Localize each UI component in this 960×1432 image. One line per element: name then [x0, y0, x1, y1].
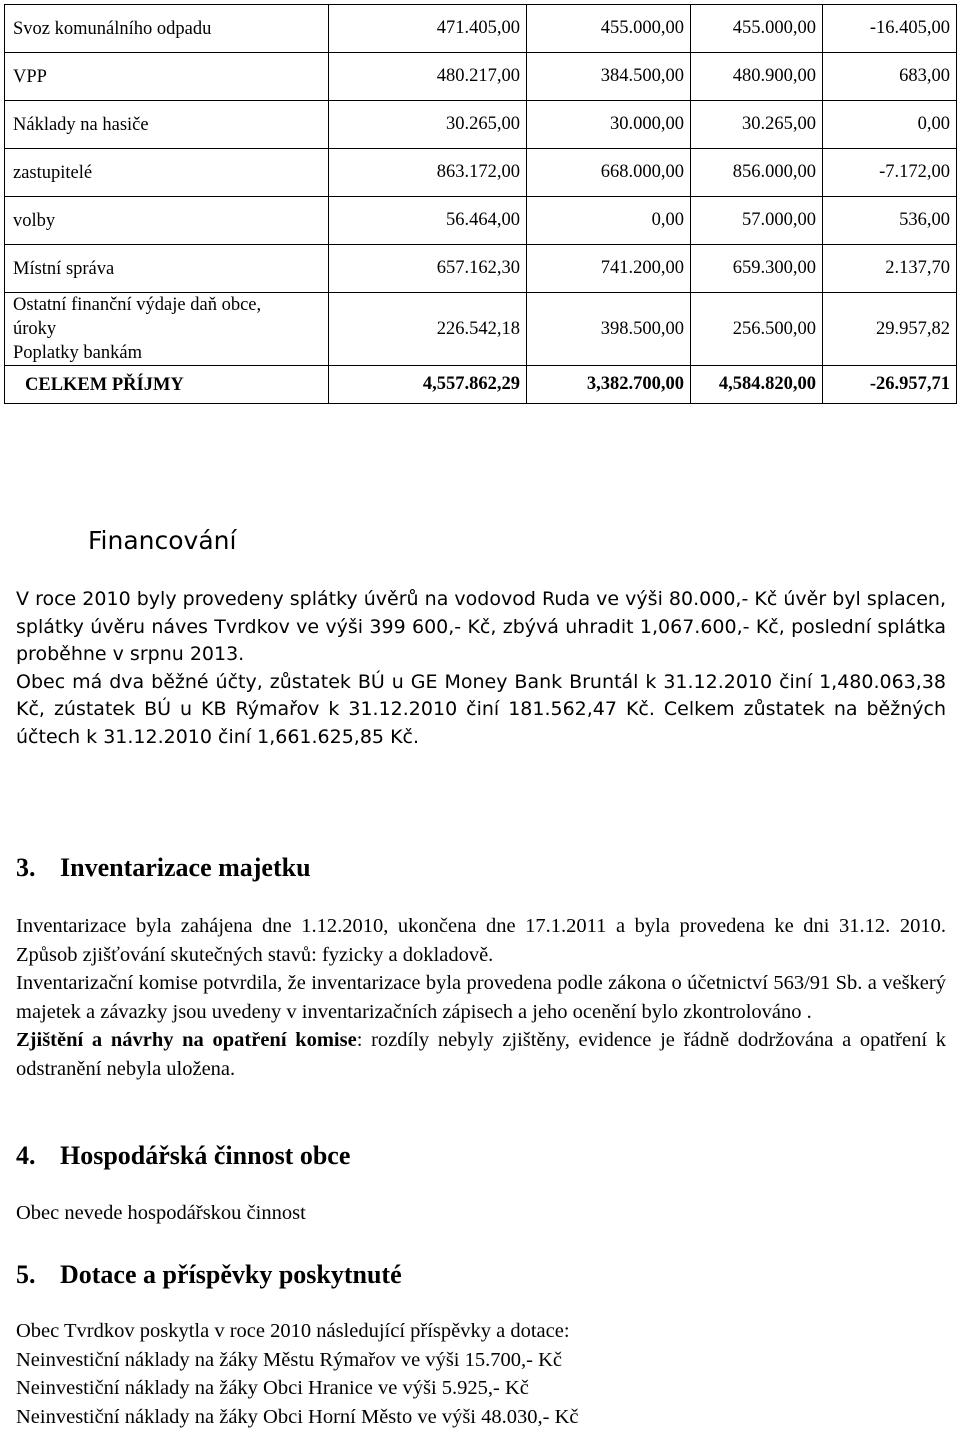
total-label: CELKEM PŘÍJMY — [5, 366, 329, 404]
financing-heading: Financování — [88, 526, 237, 555]
section-title: Hospodářská činnost obce — [60, 1141, 351, 1170]
cell-value: 0,00 — [823, 101, 957, 149]
paragraph: Inventarizace byla zahájena dne 1.12.2010, ukončena dne 17.1.2011 a byla provedena ke dni 31.12. 2010. Způsob zjišťování skutečných stavů: fyzicky a dokladově. — [16, 915, 946, 966]
cell-value: 683,00 — [823, 53, 957, 101]
cell-value: 398.500,00 — [527, 293, 691, 366]
table-row — [5, 5, 957, 53]
section-heading-economic — [16, 1139, 350, 1173]
total-value: 4,584.820,00 — [691, 366, 823, 404]
row-label: volby — [5, 197, 329, 245]
financing-paragraph: V roce 2010 byly provedeny splátky úvěrů na vodovod Ruda ve výši 80.000,- Kč úvěr byl splacen, splátky úvěru náves Tvrdkov ve výši 399 600,- Kč, zbývá uhradit 1,067.600,- Kč, poslední splátka proběhne v srpnu 2013. — [16, 588, 946, 665]
table-row — [5, 245, 957, 293]
cell-value: 480.900,00 — [691, 53, 823, 101]
table-row — [5, 293, 957, 366]
cell-value: 455.000,00 — [691, 5, 823, 53]
cell-value: 471.405,00 — [329, 5, 527, 53]
row-label: Svoz komunálního odpadu — [5, 5, 329, 53]
findings-label: Zjištění a návrhy na opatření komise — [16, 1029, 357, 1051]
cell-value: 480.217,00 — [329, 53, 527, 101]
row-label: Místní správa — [5, 245, 329, 293]
cell-value: 659.300,00 — [691, 245, 823, 293]
table-row — [5, 149, 957, 197]
section-title: Dotace a příspěvky poskytnuté — [60, 1260, 402, 1289]
section-number: 3. — [16, 853, 36, 882]
row-label: Náklady na hasiče — [5, 101, 329, 149]
total-value: 3,382.700,00 — [527, 366, 691, 404]
cell-value: 0,00 — [527, 197, 691, 245]
cell-value: 863.172,00 — [329, 149, 527, 197]
cell-value: 57.000,00 — [691, 197, 823, 245]
list-item: Neinvestiční náklady na žáky Obci Hranice ve výši 5.925,- Kč — [16, 1377, 529, 1399]
row-label: VPP — [5, 53, 329, 101]
cell-value: 29.957,82 — [823, 293, 957, 366]
table-row — [5, 197, 957, 245]
list-item: Neinvestiční náklady na žáky Obci Horní Město ve výši 48.030,- Kč — [16, 1405, 579, 1428]
financing-text — [16, 586, 946, 751]
table-row — [5, 53, 957, 101]
inventory-text — [16, 912, 946, 1083]
cell-value: 30.000,00 — [527, 101, 691, 149]
section-heading-inventory — [16, 851, 311, 885]
cell-value: -7.172,00 — [823, 149, 957, 197]
cell-value: 256.500,00 — [691, 293, 823, 366]
paragraph: Obec nevede hospodářskou činnost — [16, 1202, 306, 1224]
cell-value: 56.464,00 — [329, 197, 527, 245]
cell-value: 384.500,00 — [527, 53, 691, 101]
table-row — [5, 101, 957, 149]
cell-value: 657.162,30 — [329, 245, 527, 293]
section-title: Inventarizace majetku — [60, 853, 311, 882]
cell-value: 856.000,00 — [691, 149, 823, 197]
total-value: 4,557.862,29 — [329, 366, 527, 404]
paragraph: Obec Tvrdkov poskytla v roce 2010 následující příspěvky a dotace: — [16, 1320, 570, 1342]
cell-value: 455.000,00 — [527, 5, 691, 53]
table-total-row — [5, 366, 957, 404]
section-number: 5. — [16, 1260, 36, 1289]
section-number: 4. — [16, 1141, 36, 1170]
subsidies-list — [16, 1317, 946, 1431]
cell-value: 226.542,18 — [329, 293, 527, 366]
budget-table — [4, 4, 957, 404]
row-label-line: úroky — [13, 319, 57, 339]
cell-value: 741.200,00 — [527, 245, 691, 293]
cell-value: 30.265,00 — [691, 101, 823, 149]
row-label: zastupitelé — [5, 149, 329, 197]
total-value: -26.957,71 — [823, 366, 957, 404]
row-label — [5, 293, 329, 366]
list-item: Neinvestiční náklady na žáky Městu Rýmařov ve výši 15.700,- Kč — [16, 1348, 562, 1371]
section-heading-subsidies — [16, 1258, 402, 1292]
findings-text: : rozdíly nebyly zjištěny, evidence je řádně dodržována a opatření k odstranění nebyla uložena. — [16, 1029, 946, 1080]
row-label-line: Ostatní finanční výdaje daň obce, — [13, 295, 262, 315]
cell-value: 2.137,70 — [823, 245, 957, 293]
cell-value: -16.405,00 — [823, 5, 957, 53]
financing-paragraph: Obec má dva běžné účty, zůstatek BÚ u GE Money Bank Bruntál k 31.12.2010 činí 1,480.063,38 Kč, zústatek BÚ u KB Rýmařov k 31.12.2010 činí 181.562,47 Kč. Celkem zůstatek na běžných účtech k 31.12.2010 činí 1,661.625,85 Kč. — [16, 670, 946, 748]
paragraph: Inventarizační komise potvrdila, že inventarizace byla provedena podle zákona o účetnictví 563/91 Sb. a veškerý majetek a závazky jsou uvedeny v inventarizačních zápisech a jeho ocenění bylo zkontrolováno . — [16, 972, 946, 1023]
paragraph — [16, 1026, 946, 1083]
row-label-line: Poplatky bankám — [13, 343, 142, 363]
cell-value: 30.265,00 — [329, 101, 527, 149]
cell-value: 668.000,00 — [527, 149, 691, 197]
cell-value: 536,00 — [823, 197, 957, 245]
